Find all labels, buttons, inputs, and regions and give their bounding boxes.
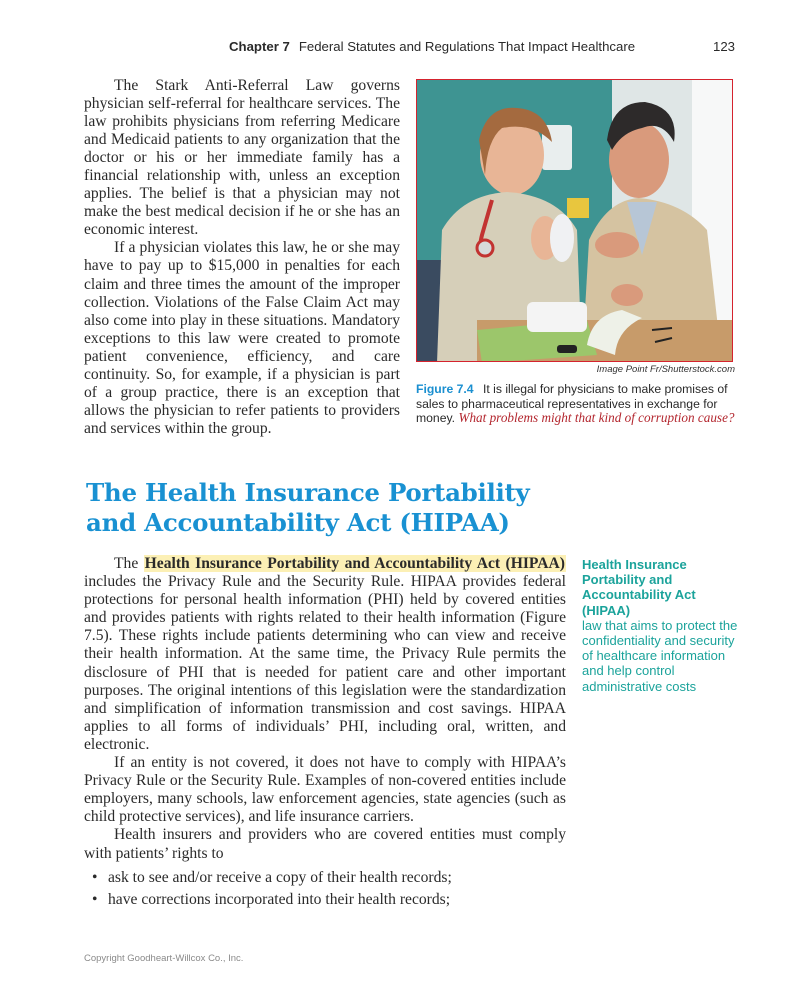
running-head (229, 39, 735, 54)
paragraph-patient-rights: Health insurers and providers who are covered entities must comply with patients’ rights to (84, 826, 566, 862)
figure-question: What problems might that kind of corruption cause? (458, 410, 735, 425)
intro-rest: includes the Privacy Rule and the Security Rule. HIPAA provides federal protections for personal health information (PHI) held by covered entities and provides patients with rights related to their health information (Figure 7.5). These rights include patients determining who can view and receive their health information. At the same time, the Privacy Rule permits the disclosure of PHI that is needed for patient care and other important purposes. The original intentions of this legislation were the standardization and simplification of information transmission and cost savings. HIPAA applies to all forms of individuals’ PHI, including oral, written, and electronic. (84, 573, 566, 753)
list-item (84, 891, 566, 909)
page-number: 123 (712, 39, 735, 54)
figure-caption (416, 382, 740, 426)
figure-credit: Image Point Fr/Shutterstock.com (596, 364, 735, 375)
paragraph-penalties: If a physician violates this law, he or she may have to pay up to $15,000 in penalties for each claim and three times the amount of the improper collection. Violations of the False Claim Act may also come into play in these situations. Mandatory exceptions to this law were created to promote patient convenience, efficiency, and care continuity. So, for example, if a physician is part of a group practice, there is an exception that allows the physician to refer patients to providers and services within the group. (84, 239, 400, 437)
figure-label: Figure 7.4 (416, 382, 474, 396)
list-item-text: have corrections incorporated into their health records; (108, 890, 451, 908)
physician-and-rep-photo (417, 80, 733, 362)
chapter-label: Chapter 7 (229, 39, 290, 54)
bullet-icon: • (92, 890, 98, 908)
figure-7-4-photo-frame (416, 79, 733, 362)
glossary-definition: law that aims to protect the confidentiality and security of healthcare information and help control administrative costs (582, 617, 738, 694)
paragraph-hipaa-intro (84, 555, 566, 754)
glossary-term: Health Insurance Portability and Accountability Act (HIPAA) (582, 557, 696, 618)
rights-list (84, 869, 566, 909)
intro-lead: The (114, 555, 139, 572)
paragraph-stark-law: The Stark Anti-Referral Law governs physician self-referral for healthcare services. The law prohibits physicians from referring Medicare and Medicaid patients to any organization that the doctor or his or her immediate family has a financial relationship with, unless an exception applies. The belief is that a physician may not make the best medical decision if he or she has an economic interest. (84, 77, 400, 239)
left-column-text (84, 77, 400, 438)
paragraph-non-covered: If an entity is not covered, it does not have to comply with HIPAA’s Privacy Rule or the Security Rule. Examples of non-covered entities include employers, many schools, law enforcement agencies, state agencies (such as child protective services), and life insurance carriers. (84, 754, 566, 826)
section-heading-hipaa: The Health Insurance Portability and Accountability Act (HIPAA) (86, 478, 530, 537)
bullet-icon: • (92, 868, 98, 886)
list-item (84, 869, 566, 887)
copyright-footer: Copyright Goodheart-Willcox Co., Inc. (84, 953, 244, 964)
figure-caption-text: It is illegal for physicians to make promises of sales to pharmaceutical representatives in exchange for money. (416, 382, 728, 425)
chapter-title: Federal Statutes and Regulations That Impact Healthcare (298, 39, 636, 54)
list-item-text: ask to see and/or receive a copy of their health records; (108, 868, 452, 886)
margin-glossary-definition (582, 557, 742, 694)
key-term-highlight[interactable]: Health Insurance Portability and Accountability Act (HIPAA) (144, 555, 565, 572)
main-column-text (84, 555, 566, 913)
